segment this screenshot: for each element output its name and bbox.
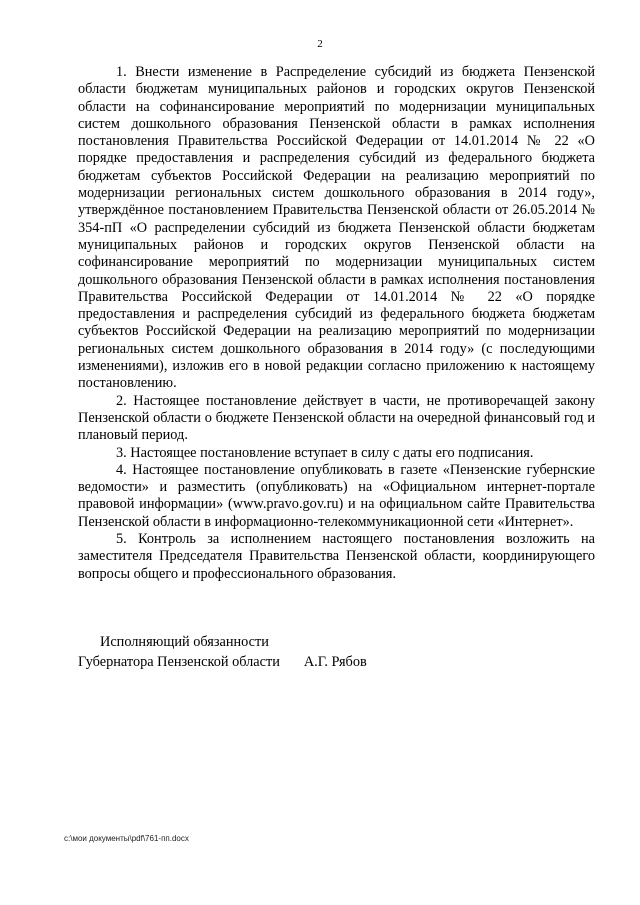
- signature-name: А.Г. Рябов: [303, 654, 367, 670]
- file-path-footer: c:\мои документы\pdf\761-пп.docx: [64, 834, 189, 843]
- signature-position: Исполняющий обязанности: [100, 634, 269, 650]
- signature-block: [78, 632, 498, 672]
- paragraph-1: 1. Внести изменение в Распределение субсидий из бюджета Пензенской области бюджетам муниципальных районов и городских округов Пензенской области на софинансирование мероприятий по модернизации муниципальных систем дошкольного образования Пензенской области в рамках исполнения постановления Правительства Российской Федерации от 14.01.2014 № 22 «О порядке предоставления и распределения субсидий из федерального бюджета бюджетам субъектов Российской Федерации на реализацию мероприятий по модернизации региональных систем дошкольного образования в 2014 году», утверждённое постановлением Правительства Пензенской области от 26.05.2014 № 354-пП «О распределении субсидий из бюджета Пензенской области бюджетам муниципальных районов и городских округов Пензенской области на софинансирование мероприятий по модернизации муниципальных систем дошкольного образования Пензенской области в рамках исполнения постановления Правительства Российской Федерации от 14.01.2014 № 22 «О порядке предоставления и распределения субсидий из федерального бюджета бюджетам субъектов Российской Федерации на реализацию мероприятий по модернизации региональных систем дошкольного образования в 2014 году» (с последующими изменениями), изложив его в новой редакции согласно приложению к настоящему постановлению.: [78, 64, 595, 392]
- paragraph-4: 4. Настоящее постановление опубликовать в газете «Пензенские губернские ведомости» и разместить (опубликовать) на «Официальном интернет-портале правовой информации» (www.pravo.gov.ru) и на официальном сайте Правительства Пензенской области в информационно-телекоммуникационной сети «Интернет».: [78, 461, 595, 530]
- page-number: 2: [317, 38, 323, 50]
- document-body: [78, 64, 595, 583]
- paragraph-3: 3. Настоящее постановление вступает в силу с даты его подписания.: [116, 444, 534, 461]
- signature-title-row: [78, 652, 498, 672]
- signature-title: Губернатора Пензенской области: [78, 654, 280, 670]
- paragraph-2: 2. Настоящее постановление действует в части, не противоречащей закону Пензенской области о бюджете Пензенской области на очередной финансовый год и плановый период.: [78, 392, 595, 444]
- paragraph-5: 5. Контроль за исполнением настоящего постановления возложить на заместителя Председателя Правительства Пензенской области, координирующего вопросы общего и профессионального образования.: [78, 531, 595, 582]
